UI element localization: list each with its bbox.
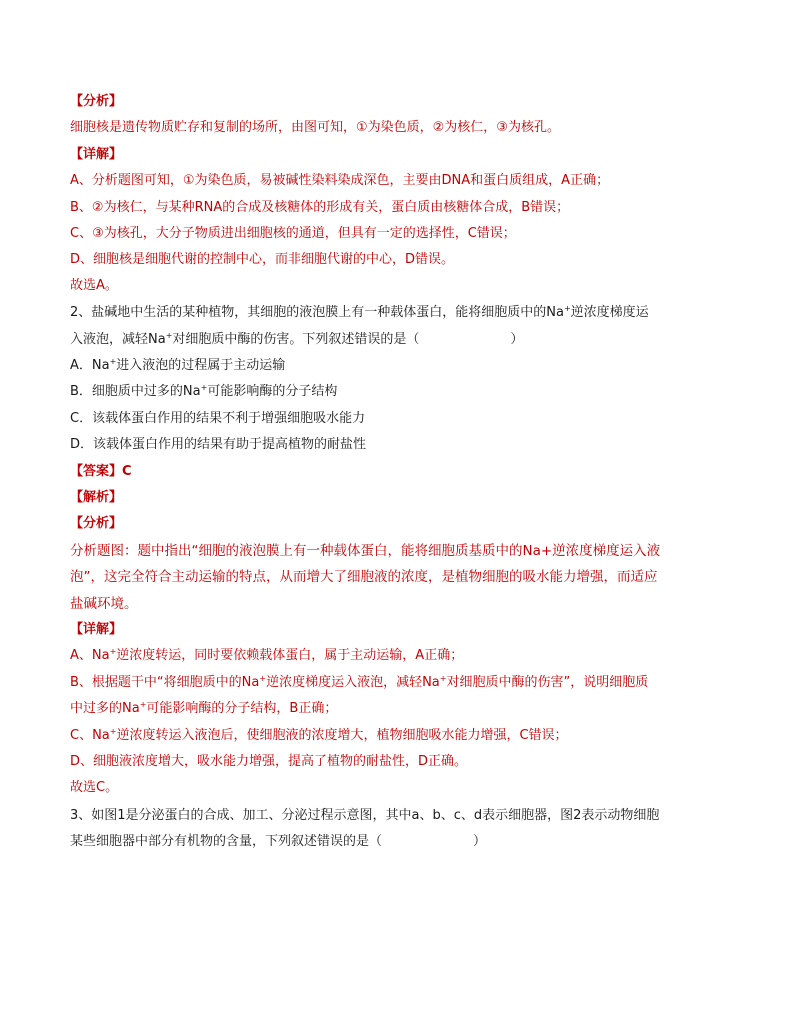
choice-a (70, 356, 285, 376)
detail-option-b (70, 673, 648, 693)
detail-option-d: D、细胞核是细胞代谢的控制中心，而非细胞代谢的中心，D错误。 (70, 252, 455, 267)
detail-option-b: B、②为核仁，与某种RNA的合成及核糖体的形成有关，蛋白质由核糖体合成，B错误； (70, 200, 570, 215)
superscript-plus: + (259, 674, 267, 683)
detail-option-a: A、分析题图可知，①为染色质，易被碱性染料染成深色，主要由DNA和蛋白质组成，A正确； (70, 173, 610, 188)
stem-text: 2、盐碱地中生活的某种植物，其细胞的液泡膜上有一种载体蛋白，能将细胞质中的Na (70, 305, 564, 320)
detail-text: 对细胞质中酶的伤害”，说明细胞质 (446, 675, 649, 690)
choice-text: 进入液泡的过程属于主动运输 (116, 358, 286, 373)
choice-c: C．该载体蛋白作用的结果不利于增强细胞吸水能力 (70, 411, 366, 426)
explanation-heading: 【解析】 (70, 490, 123, 505)
choice-b (70, 382, 337, 402)
superscript-plus: + (439, 674, 447, 683)
superscript-plus: + (109, 727, 117, 736)
detail-text: A、Na (70, 648, 110, 663)
detail-heading: 【详解】 (70, 147, 123, 162)
detail-text: 逆浓度转运，同时要依赖载体蛋白，属于主动运输，A正确； (116, 648, 464, 663)
detail-text: 中过多的Na (70, 701, 140, 716)
superscript-plus: + (139, 700, 147, 709)
detail-option-d: D、细胞液浓度增大，吸水能力增强，提高了植物的耐盐性，D正确。 (70, 754, 468, 769)
question-stem-line: 3、如图1是分泌蛋白的合成、加工、分泌过程示意图，其中a、b、c、d表示细胞器，图2表示动物细胞 (70, 808, 660, 823)
superscript-plus: + (109, 647, 117, 656)
conclusion: 故选C。 (70, 780, 119, 795)
analysis-text: 泡”，这完全符合主动运输的特点，从而增大了细胞液的浓度，是植物细胞的吸水能力增强，而适应 (70, 569, 658, 585)
analysis-text: 分析题图：题中指出“细胞的液泡膜上有一种载体蛋白，能将细胞质基质中的Na+逆浓度梯度运入液 (70, 543, 661, 559)
superscript-plus: + (200, 383, 208, 392)
choice-text: B．细胞质中过多的Na (70, 384, 201, 399)
detail-text: C、Na (70, 728, 110, 743)
choice-text: A．Na (70, 358, 110, 373)
detail-text: 逆浓度转运入液泡后，使细胞液的浓度增大，植物细胞吸水能力增强，C错误； (116, 728, 568, 743)
analysis-heading: 【分析】 (70, 94, 123, 109)
answer-line: 【答案】C (70, 464, 132, 479)
conclusion: 故选A。 (70, 278, 118, 293)
question-stem-line (70, 303, 649, 323)
superscript-plus: + (563, 304, 571, 313)
detail-heading: 【详解】 (70, 622, 123, 637)
detail-text: 可能影响酶的分子结构，B正确； (146, 701, 338, 716)
superscript-plus: + (165, 331, 173, 340)
question-stem-line (70, 330, 523, 350)
detail-text: B、根据题干中“将细胞质中的Na (70, 675, 260, 690)
stem-text: 入液泡，减轻Na (70, 332, 166, 347)
detail-text: 逆浓度梯度运入液泡，减轻Na (266, 675, 440, 690)
stem-text: 逆浓度梯度运 (570, 305, 649, 320)
detail-option-a (70, 646, 463, 666)
superscript-plus: + (109, 357, 117, 366)
choice-text: 可能影响酶的分子结构 (207, 384, 338, 399)
question-stem-line: 某些细胞器中部分有机物的含量，下列叙述错误的是（ ） (70, 834, 487, 849)
detail-option-c: C、③为核孔，大分子物质进出细胞核的通道，但具有一定的选择性，C错误； (70, 226, 516, 241)
choice-d: D．该载体蛋白作用的结果有助于提高植物的耐盐性 (70, 437, 367, 452)
analysis-text: 盐碱环境。 (70, 596, 138, 612)
analysis-text: 细胞核是遗传物质贮存和复制的场所，由图可知，①为染色质，②为核仁，③为核孔。 (70, 120, 560, 135)
analysis-heading: 【分析】 (70, 516, 123, 531)
detail-option-b-cont (70, 699, 337, 719)
detail-option-c (70, 726, 568, 746)
stem-text: 对细胞质中酶的伤害。下列叙述错误的是（ ） (172, 332, 524, 347)
